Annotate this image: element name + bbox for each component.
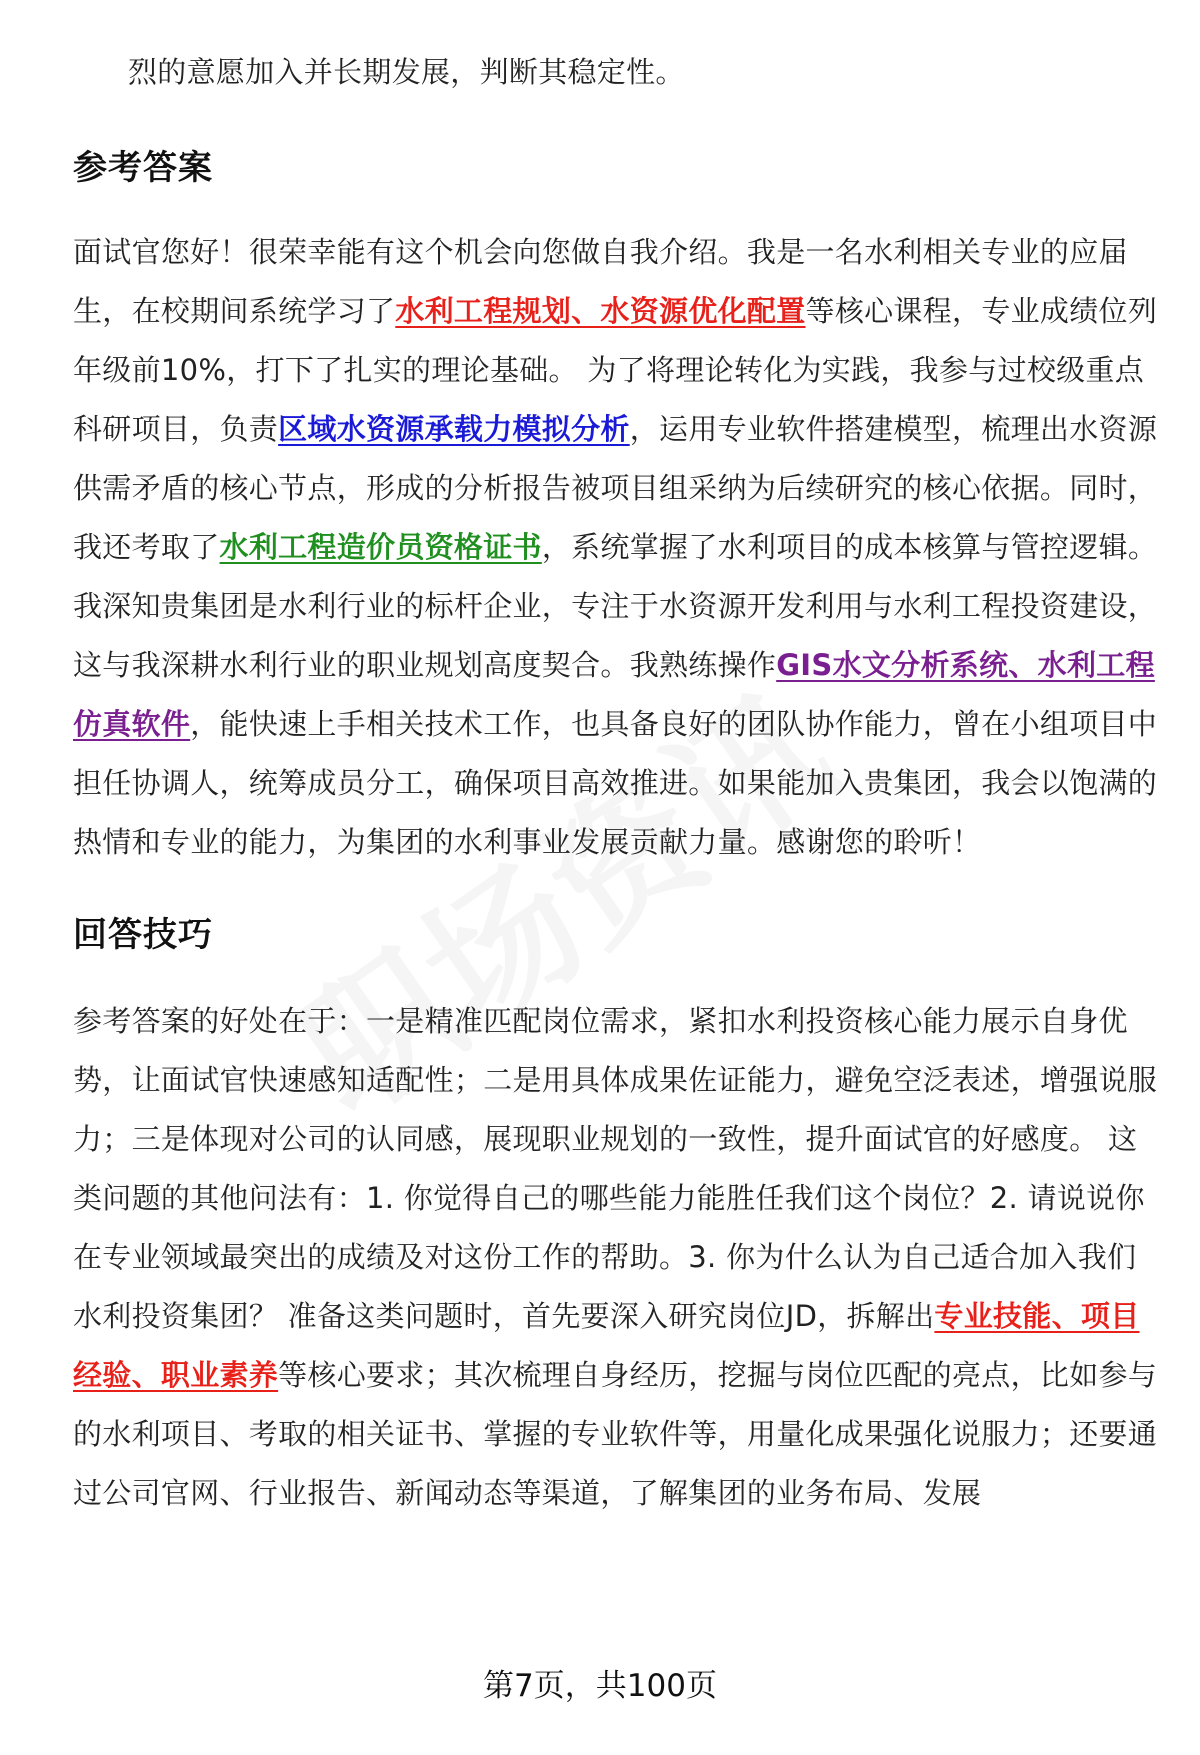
text-run: ，系统掌握了水利项目的成本核算与管控逻辑。 我深知贵集团是水利行业的标杆企业，专注于水资源开发利用与水利工程投资建设，这与我深耕水利行业的职业规划高度契合。我熟练操作 — [73, 530, 1158, 682]
answer-tips-paragraph — [73, 992, 1163, 1523]
text-run: 等核心要求；其次梳理自身经历，挖掘与岗位匹配的亮点，比如参与的水利项目、考取的相关证书、掌握的专业软件等，用量化成果强化说服力；还要通过公司官网、行业报告、新闻动态等渠道，了解集团的业务布局、发展 — [73, 1358, 1158, 1510]
text-run: 等核心课程，专业成绩位列年级前10%，打下了扎实的理论基础。 为了将理论转化为实践，我参与过校级重点科研项目，负责 — [73, 294, 1158, 446]
text-run: ，运用专业软件搭建模型，梳理出水资源供需矛盾的核心节点，形成的分析报告被项目组采纳为后续研究的核心依据。同时，我还考取了 — [73, 412, 1158, 564]
highlight-certificate: 水利工程造价员资格证书 — [219, 530, 542, 564]
page-number-footer: 第7页，共100页 — [483, 1668, 717, 1704]
highlight-core-requirements: 专业技能、项目经验、职业素养 — [73, 1299, 1140, 1392]
highlight-course-names: 水利工程规划、水资源优化配置 — [395, 294, 806, 328]
section-heading-answer-tips: 回答技巧 — [73, 915, 213, 955]
section-heading-reference-answer: 参考答案 — [73, 148, 213, 188]
text-run: ，能快速上手相关技术工作，也具备良好的团队协作能力，曾在小组项目中担任协调人，统筹成员分工，确保项目高效推进。如果能加入贵集团，我会以饱满的热情和专业的能力，为集团的水利事业发展贡献力量。感谢您的聆听！ — [73, 707, 1158, 859]
text-run: 面试官您好！很荣幸能有这个机会向您做自我介绍。我是一名水利相关专业的应届生，在校期间系统学习了 — [73, 235, 1128, 328]
reference-answer-paragraph — [73, 223, 1163, 872]
highlight-research-project: 区域水资源承载力模拟分析 — [278, 412, 630, 446]
intro-tail-text: 烈的意愿加入并长期发展，判断其稳定性。 — [128, 55, 685, 89]
highlight-software: GIS水文分析系统、水利工程仿真软件 — [73, 648, 1155, 741]
text-run: 参考答案的好处在于：一是精准匹配岗位需求，紧扣水利投资核心能力展示自身优势，让面试官快速感知适配性；二是用具体成果佐证能力，避免空泛表述，增强说服力；三是体现对公司的认同感，展现职业规划的一致性，提升面试官的好感度。 这类问题的其他问法有：1. 你觉得自己的哪些能力能胜任我们这个岗位？2. 请说说你在专业领域最突出的成绩及对这份工作的帮助。3. 你为什么认为自己适合加入我们水利投资集团？ 准备这类问题时，首先要深入研究岗位JD，拆解出 — [73, 1004, 1158, 1333]
